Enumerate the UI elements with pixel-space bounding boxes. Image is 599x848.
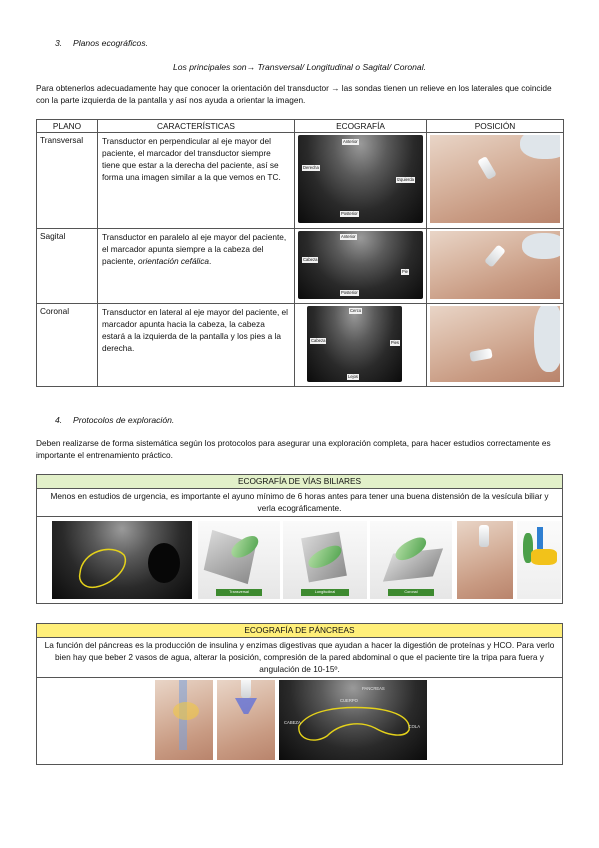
transversal-position-photo: [430, 135, 560, 223]
gallbladder-outline: [52, 521, 192, 599]
biliary-images: [37, 517, 562, 603]
bile-duct-diagram: [517, 521, 561, 599]
pancreas-position-photo-right: [217, 680, 275, 760]
us-label: Anterior: [343, 139, 358, 144]
us-label: Anterior: [341, 234, 356, 239]
caract-end-text: .: [209, 256, 212, 267]
biliary-box-title: ECOGRAFÍA DE VÍAS BILIARES: [37, 475, 562, 489]
pancreas-images: [37, 678, 562, 764]
us-label: CABEZA: [284, 720, 301, 726]
section-3-title: Planos ecográficos.: [73, 38, 148, 48]
pancreas-box: [36, 623, 563, 765]
sketch-tag: Transversal: [216, 589, 262, 596]
probe-shape: [477, 156, 497, 180]
header-caracteristicas: CARACTERÍSTICAS: [98, 120, 295, 133]
us-label: Posterior: [341, 211, 358, 216]
us-label: COLA: [408, 724, 420, 730]
probe-shape: [241, 680, 251, 698]
us-label: Pie: [401, 269, 408, 274]
duct-shape: [537, 527, 543, 549]
section-3-intro: Para obtenerlos adecuadamente hay que conocer la orientación del transductor → las sondas tienen un relieve en los laterales que coincide con la parte izquierda de la pantalla y así nos ayuda a orientar la imagen.: [36, 83, 552, 105]
caract-italic-text: orientación cefálica: [137, 256, 210, 267]
principal-planes-line: Los principales son→ Transversal/ Longitudinal o Sagital/ Coronal.: [172, 62, 427, 72]
ecografia-cell: [295, 229, 427, 304]
us-label: Cerco: [350, 308, 362, 313]
posicion-cell: [427, 229, 564, 304]
probe-shape: [479, 525, 489, 547]
caracteristicas-cell: [98, 229, 295, 304]
ecografia-cell: [295, 133, 427, 229]
us-label: CUERPO: [340, 698, 358, 704]
us-label: Pies: [390, 340, 399, 345]
pancreas-position-photo-left: [155, 680, 213, 760]
duodenum-shape: [531, 549, 557, 565]
section-4-title: Protocolos de exploración.: [73, 415, 175, 425]
gallbladder-ultrasound-image: [52, 521, 192, 599]
pancreas-box-text: La función del páncreas es la producción de insulina y enzimas digestivas que ayudan a hacer la digestión de proteínas y HCO. Para verlo bien hay que beber 2 vasos de agua, alterar la posición, compresión de la pared abdominal o que el paciente tire la tripa para fuera y angulación de 10-15º.: [37, 638, 562, 678]
glove-shape: [522, 233, 560, 259]
ecografia-cell: [295, 304, 427, 387]
header-plano: PLANO: [37, 120, 98, 133]
planes-table: [36, 119, 564, 387]
section-4-number: 4.: [55, 415, 63, 425]
caracteristicas-cell: Transductor en perpendicular al eje mayor del paciente, el marcador del transductor siempre tiene que estar a la derecha del paciente, así se forma una imagen similar a la que vemos en TC.: [98, 133, 295, 229]
section-4-heading: [55, 415, 174, 427]
probe-shape: [469, 348, 492, 362]
planes-table-header: [37, 120, 564, 133]
posicion-cell: [427, 304, 564, 387]
probe-beam: [235, 698, 257, 714]
header-ecografia: ECOGRAFÍA: [295, 120, 427, 133]
caract-main-text: Transductor en paralelo al eje mayor del paciente, el marcador apunta siempre a la cabeza del paciente,: [102, 232, 287, 267]
glove-shape: [534, 306, 560, 372]
plano-cell: Transversal: [37, 133, 98, 229]
biliary-box-text: Menos en estudios de urgencia, es importante el ayuno mínimo de 6 horas antes para tener una buena distensión de la vesícula biliar y verla ecográficamente.: [37, 489, 562, 517]
biliary-box: [36, 474, 563, 604]
plano-cell: Sagital: [37, 229, 98, 304]
us-label: Cabeza: [311, 338, 326, 343]
longitudinal-sketch: [283, 521, 367, 599]
subcostal-position-photo: [457, 521, 513, 599]
transversal-ultrasound-image: [298, 135, 423, 223]
coronal-sketch: [370, 521, 452, 599]
table-row-coronal: [37, 304, 564, 387]
section-3-heading: [55, 38, 148, 50]
us-label: Izquierda: [396, 177, 414, 182]
pancreas-ultrasound-image: [279, 680, 427, 760]
plano-cell: Coronal: [37, 304, 98, 387]
pancreas-marker: [173, 702, 199, 720]
us-label: PANCREAS: [362, 686, 385, 692]
header-posicion: POSICIÓN: [427, 120, 564, 133]
posicion-cell: [427, 133, 564, 229]
sagital-position-photo: [430, 231, 560, 299]
glove-shape: [520, 135, 560, 159]
us-label: Lejos: [348, 374, 359, 379]
coronal-ultrasound-image: [307, 306, 402, 382]
us-label: Cabeza: [303, 257, 318, 262]
sketch-tag: Coronal: [388, 589, 434, 596]
caracteristicas-cell: Transductor en lateral al eje mayor del paciente, el marcador apunta hacia la cabeza, la cabeza estará a la izquierda de la pantalla y los pies a la derecha.: [98, 304, 295, 387]
sketch-tag: Longitudinal: [301, 589, 349, 596]
us-label: Posterior: [341, 290, 358, 295]
section-4-intro: Deben realizarse de forma sistemática según los protocolos para asegurar una exploración completa, para hacer estudios correctamente es importante el entrenamiento práctico.: [36, 438, 551, 460]
coronal-position-photo: [430, 306, 560, 382]
table-row-sagital: [37, 229, 564, 304]
table-row-transversal: [37, 133, 564, 229]
probe-shape: [484, 244, 506, 267]
pancreas-box-title: ECOGRAFÍA DE PÁNCREAS: [37, 624, 562, 638]
section-3-number: 3.: [55, 38, 63, 48]
sagital-ultrasound-image: [298, 231, 423, 299]
transversal-sketch: [198, 521, 280, 599]
us-label: Derecha: [303, 165, 319, 170]
